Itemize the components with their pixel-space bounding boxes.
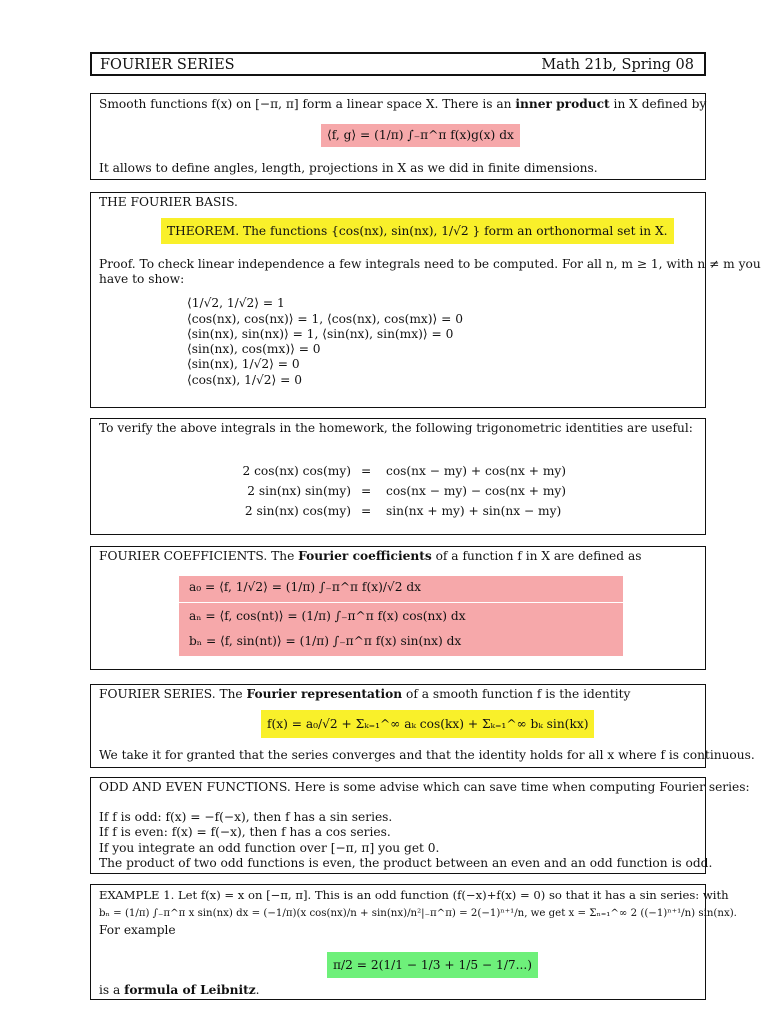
basis-title: THE FOURIER BASIS. xyxy=(99,195,238,209)
coefficients-intro: FOURIER COEFFICIENTS. The Fourier coefficients of a function f in X are defined as xyxy=(99,549,642,563)
theorem-statement: THEOREM. The functions {cos(nx), sin(nx), 1/√2 } form an orthonormal set in X. xyxy=(161,218,674,244)
leibniz-formula: π/2 = 2(1/1 − 1/3 + 1/5 − 1/7...) xyxy=(327,952,538,978)
identity-eq: = xyxy=(361,484,372,498)
integral-line: ⟨cos(nx), 1/√2⟩ = 0 xyxy=(187,373,303,387)
bn-formula: bₙ = ⟨f, sin(nt)⟩ = (1/π) ∫₋π^π f(x) sin(nx) dx xyxy=(189,634,462,648)
odd-even-line: If f is even: f(x) = f(−x), then f has a cos series. xyxy=(99,825,391,839)
identity-eq: = xyxy=(361,504,372,518)
proof-line-1: Proof. To check linear independence a few integrals need to be computed. For all n, m ≥ 1, with n ≠ m you xyxy=(99,257,761,271)
integral-line: ⟨sin(nx), sin(nx)⟩ = 1, ⟨sin(nx), sin(mx)⟩ = 0 xyxy=(187,327,454,341)
course-label: Math 21b, Spring 08 xyxy=(541,57,694,73)
identities-box xyxy=(90,418,706,535)
series-intro: FOURIER SERIES. The Fourier representation of a smooth function f is the identity xyxy=(99,687,631,701)
identity-rhs: sin(nx + my) + sin(nx − my) xyxy=(386,504,562,518)
identity-rhs: cos(nx − my) + cos(nx + my) xyxy=(386,464,567,478)
integral-line: ⟨sin(nx), cos(mx)⟩ = 0 xyxy=(187,342,321,356)
identity-lhs: 2 sin(nx) sin(my) xyxy=(247,484,351,498)
odd-even-line: If you integrate an odd function over [−π, π] you get 0. xyxy=(99,841,440,855)
header-box xyxy=(90,52,706,76)
divider xyxy=(179,602,623,603)
identity-rhs: cos(nx − my) − cos(nx + my) xyxy=(386,484,567,498)
inner-product-formula: ⟨f, g⟩ = (1/π) ∫₋π^π f(x)g(x) dx xyxy=(321,124,520,147)
odd-even-box xyxy=(90,777,750,874)
example-line-3: For example xyxy=(99,923,176,937)
identities-intro: To verify the above integrals in the homework, the following trigonometric identities are useful: xyxy=(99,421,693,435)
identity-eq: = xyxy=(361,464,372,478)
fourier-basis-box xyxy=(90,192,761,408)
odd-even-line: The product of two odd functions is even, the product between an even and an odd function is odd. xyxy=(99,856,713,870)
inner-product-outro: It allows to define angles, length, projections in X as we did in finite dimensions. xyxy=(99,161,598,175)
coefficients-highlight xyxy=(179,576,623,656)
a0-formula: a₀ = ⟨f, 1/√2⟩ = (1/π) ∫₋π^π f(x)/√2 dx xyxy=(189,580,421,594)
example-line-2: bₙ = (1/π) ∫₋π^π x sin(nx) dx = (−1/π)(x cos(nx)/n + sin(nx)/n²|₋π^π) = 2(−1)ⁿ⁺¹/n, we get x = Σₙ₌₁^∞ 2 ((−1)ⁿ⁺¹/n) sin(nx). xyxy=(99,908,737,919)
proof-line-2: have to show: xyxy=(99,272,185,286)
page-title: FOURIER SERIES xyxy=(100,57,235,73)
odd-even-title: ODD AND EVEN FUNCTIONS. Here is some advise which can save time when computing Fourier series: xyxy=(99,780,750,794)
example-box xyxy=(90,884,737,1000)
inner-product-box xyxy=(90,93,706,180)
series-outro: We take it for granted that the series converges and that the identity holds for all x where f is continuous. xyxy=(99,748,755,762)
identity-lhs: 2 cos(nx) cos(my) xyxy=(242,464,351,478)
example-line-1: EXAMPLE 1. Let f(x) = x on [−π, π]. This is an odd function (f(−x)+f(x) = 0) so that it has a sin series: with xyxy=(99,888,729,902)
inner-product-intro: Smooth functions f(x) on [−π, π] form a linear space X. There is an inner product in X defined by xyxy=(99,97,707,111)
identity-lhs: 2 sin(nx) cos(my) xyxy=(244,504,351,518)
integral-line: ⟨1/√2, 1/√2⟩ = 1 xyxy=(187,296,285,310)
an-formula: aₙ = ⟨f, cos(nt)⟩ = (1/π) ∫₋π^π f(x) cos(nx) dx xyxy=(189,609,466,623)
coefficients-box xyxy=(90,546,706,670)
example-outro: is a formula of Leibnitz. xyxy=(99,983,260,997)
series-formula: f(x) = a₀/√2 + Σₖ₌₁^∞ aₖ cos(kx) + Σₖ₌₁^∞ bₖ sin(kx) xyxy=(261,710,594,738)
odd-even-line: If f is odd: f(x) = −f(−x), then f has a sin series. xyxy=(99,810,393,824)
integral-line: ⟨sin(nx), 1/√2⟩ = 0 xyxy=(187,357,300,371)
integral-line: ⟨cos(nx), cos(nx)⟩ = 1, ⟨cos(nx), cos(mx)⟩ = 0 xyxy=(187,312,463,326)
fourier-series-box xyxy=(90,684,755,768)
